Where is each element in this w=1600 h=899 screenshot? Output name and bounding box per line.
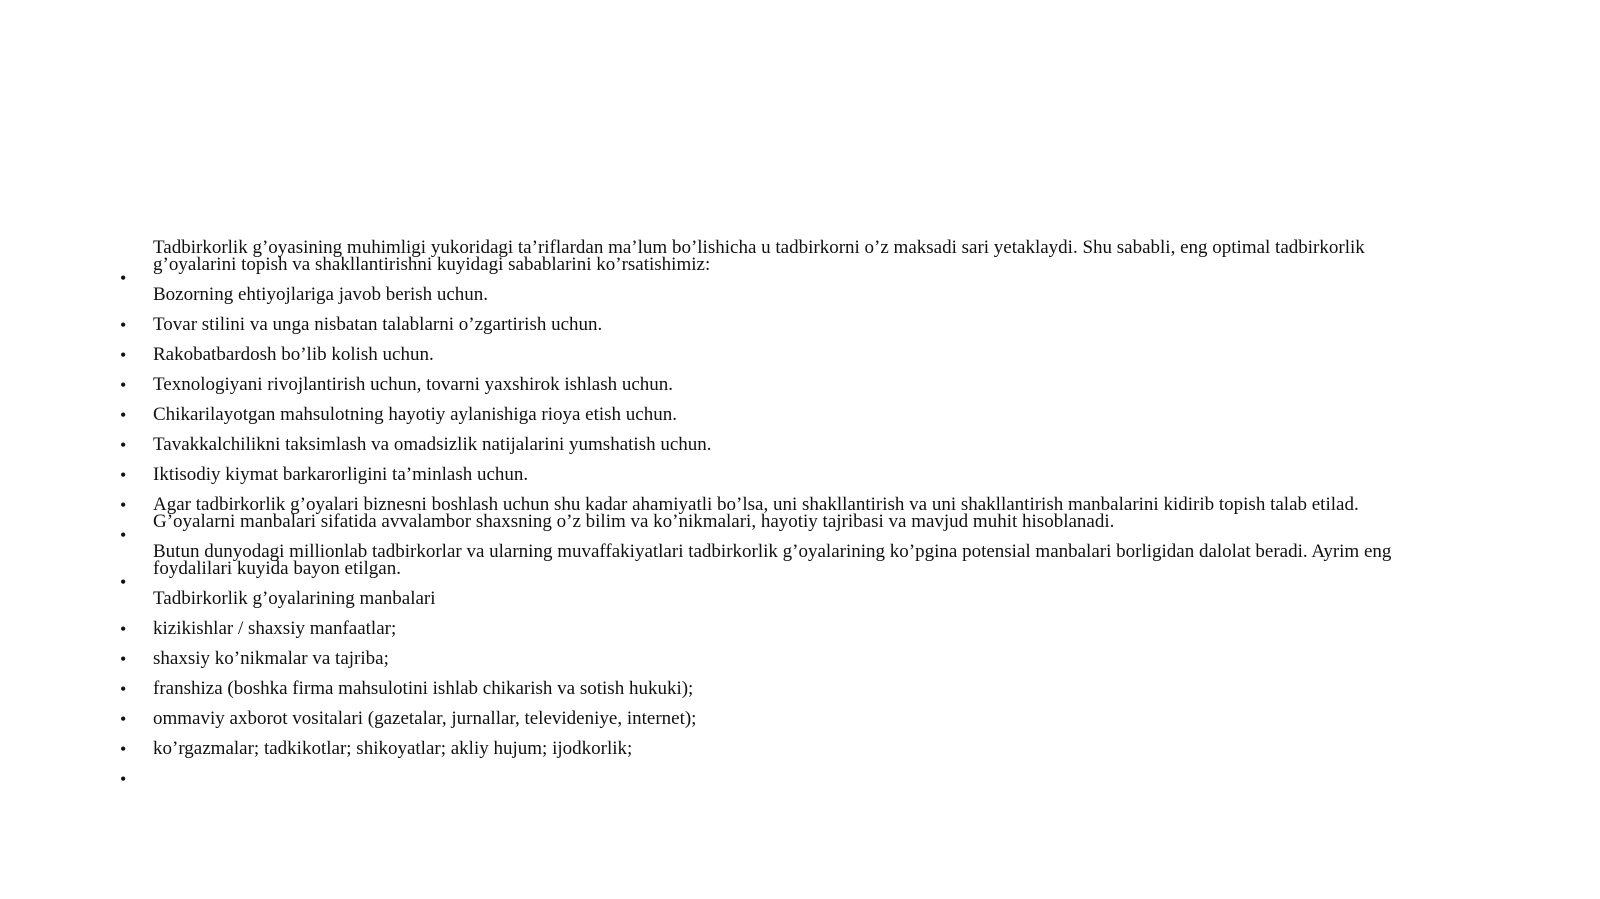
bullet-marker: • <box>120 709 127 729</box>
bullet-marker: • <box>120 495 127 515</box>
paragraph-line: Tadbirkorlik g’oyasining muhimligi yukoridagi ta’riflardan ma’lum bo’lishicha u tadbirkorni o’z maksadi sari yetaklaydi. Shu sababli, eng optimal tadbirkorlik <box>153 237 1365 258</box>
paragraph-line: g’oyalarini topish va shakllantirishni kuyidagi sabablarini ko’rsatishimiz: <box>153 254 711 275</box>
paragraph-line: Agar tadbirkorlik g’oyalari biznesni boshlash uchun shu kadar ahamiyatli bo’lsa, uni shakllantirish va uni shakllantirish manbalarini kidirib topish talab etilad. <box>153 494 1359 515</box>
list-item: Chikarilayotgan mahsulotning hayotiy aylanishiga rioya etish uchun. <box>153 404 677 425</box>
bullet-marker: • <box>120 405 127 425</box>
list-item: Iktisodiy kiymat barkarorligini ta’minlash uchun. <box>153 464 529 485</box>
bullet-marker: • <box>120 679 127 699</box>
bullet-marker: • <box>120 435 127 455</box>
bullet-marker: • <box>120 375 127 395</box>
list-item: kizikishlar / shaxsiy manfaatlar; <box>153 618 397 639</box>
paragraph-line: Butun dunyodagi millionlab tadbirkorlar va ularning muvaffakiyatlari tadbirkorlik g’oyalarining ko’pgina potensial manbalari borligidan dalolat beradi. Ayrim eng <box>153 541 1392 562</box>
bullet-marker: • <box>120 739 127 759</box>
bullet-marker: • <box>120 315 127 335</box>
list-item: Bozorning ehtiyojlariga javob berish uchun. <box>153 284 489 305</box>
section-heading: Tadbirkorlik g’oyalarining manbalari <box>153 588 436 609</box>
bullet-marker: • <box>120 649 127 669</box>
list-item: ko’rgazmalar; tadkikotlar; shikoyatlar; akliy hujum; ijodkorlik; <box>153 738 633 759</box>
bullet-marker: • <box>120 572 127 592</box>
bullet-marker: • <box>120 345 127 365</box>
bullet-marker: • <box>120 268 127 288</box>
list-item: franshiza (boshka firma mahsulotini ishlab chikarish va sotish hukuki); <box>153 678 694 699</box>
list-item: ommaviy axborot vositalari (gazetalar, jurnallar, televideniye, internet); <box>153 708 697 729</box>
bullet-marker: • <box>120 769 127 789</box>
list-item: Tovar stilini va unga nisbatan talablarni o’zgartirish uchun. <box>153 314 603 335</box>
paragraph-line: foydalilari kuyida bayon etilgan. <box>153 558 401 579</box>
paragraph-line: G’oyalarni manbalari sifatida avvalambor shaxsning o’z bilim va ko’nikmalari, hayotiy tajribasi va mavjud muhit hisoblanadi. <box>153 511 1115 532</box>
list-item: Texnologiyani rivojlantirish uchun, tovarni yaxshirok ishlash uchun. <box>153 374 674 395</box>
list-item: Rakobatbardosh bo’lib kolish uchun. <box>153 344 434 365</box>
bullet-marker: • <box>120 465 127 485</box>
bullet-marker: • <box>120 525 127 545</box>
list-item: Tavakkalchilikni taksimlash va omadsizlik natijalarini yumshatish uchun. <box>153 434 712 455</box>
list-item: shaxsiy ko’nikmalar va tajriba; <box>153 648 389 669</box>
bullet-marker: • <box>120 619 127 639</box>
